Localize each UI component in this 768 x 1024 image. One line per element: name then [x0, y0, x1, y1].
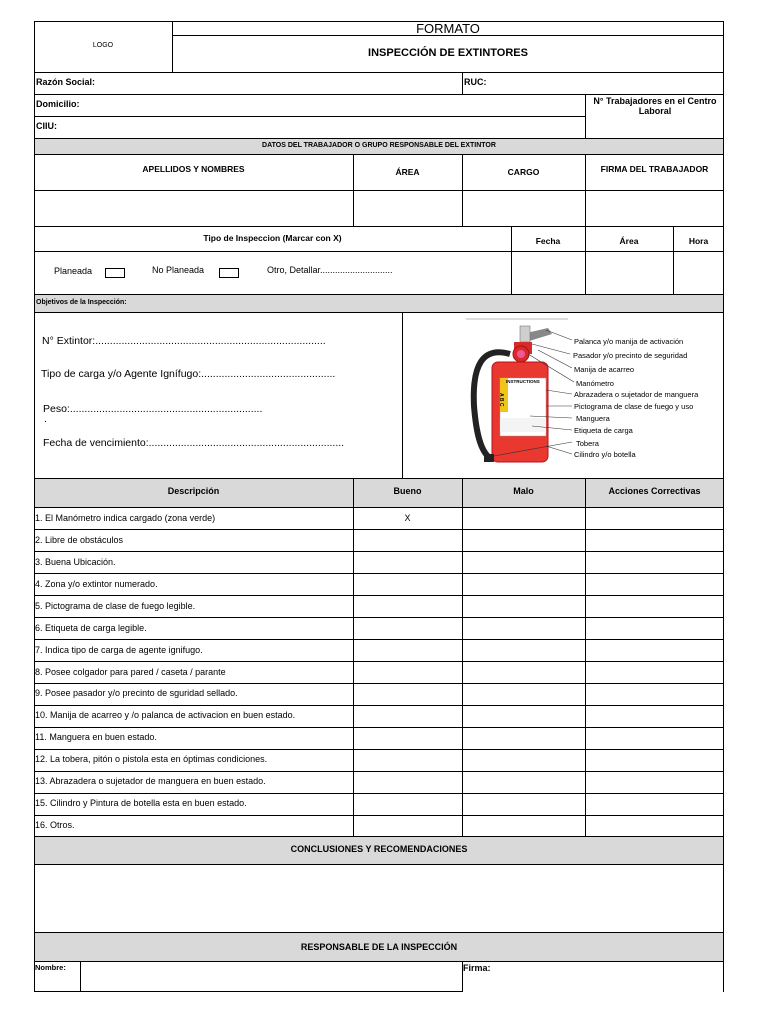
col-apellidos-nombres: APELLIDOS Y NOMBRES — [142, 164, 245, 174]
checklist-item: 6. Etiqueta de carga legible. — [35, 623, 147, 633]
checklist-item: 9. Posee pasador y/o precinto de sguridad sellado. — [35, 688, 238, 698]
inspection-line-1 — [34, 251, 724, 252]
worker-line-1 — [34, 154, 724, 155]
callout-cilindro: Cilindro y/o botella — [574, 450, 636, 459]
row-line — [34, 727, 724, 728]
worker-line-3 — [34, 226, 724, 227]
objetivos-bg — [35, 295, 723, 312]
conclusiones-textarea[interactable] — [35, 865, 723, 932]
instructions-label: INSTRUCTIONS — [506, 379, 540, 384]
callout-manguera: Manguera — [576, 414, 610, 423]
callout-abrazadera: Abrazadera o sujetador de manguera — [574, 390, 699, 399]
extintor-fecha-vencimiento-field[interactable]: Fecha de vencimiento:................................................................... — [43, 437, 345, 449]
checklist-item: 5. Pictograma de clase de fuego legible. — [35, 601, 196, 611]
firma-field[interactable] — [500, 962, 722, 991]
otro-detallar-field[interactable]: Otro, Detallar............................. — [267, 265, 393, 275]
callout-tobera: Tobera — [576, 439, 599, 448]
extintor-peso-dot: . — [44, 413, 47, 425]
row-line — [34, 595, 724, 596]
col-descripcion: Descripción — [167, 486, 220, 496]
ruc-divider — [462, 72, 463, 94]
callout-etiqueta: Etiqueta de carga — [574, 426, 633, 435]
razon-social-label: Razón Social: — [36, 77, 96, 87]
checklist-col-1 — [353, 478, 354, 836]
row-line — [34, 529, 724, 530]
conclusiones-title: CONCLUSIONES Y RECOMENDACIONES — [290, 844, 468, 854]
company-line-1 — [34, 94, 724, 95]
col-area: ÁREA — [395, 167, 420, 177]
callout-palanca: Palanca y/o manija de activación — [574, 337, 684, 346]
row-line — [34, 683, 724, 684]
checklist-item: 4. Zona y/o extintor numerado. — [35, 579, 158, 589]
objetivos-label: Objetivos de la Inspección: — [36, 299, 127, 306]
checklist-item: 8. Posee colgador para pared / caseta / parante — [35, 667, 226, 677]
extinguisher-illustration — [466, 319, 568, 462]
callout-manometro: Manómetro — [576, 379, 614, 388]
worker-line-2 — [34, 190, 724, 191]
checklist-item: 11. Manguera en buen estado. — [35, 732, 157, 742]
no-planeada-label: No Planeada — [152, 265, 205, 275]
checklist-item: 3. Buena Ubicación. — [35, 557, 116, 567]
extintor-tipo-field[interactable]: Tipo de carga y/o Agente Ignífugo:.............................................. — [41, 368, 336, 380]
row-line — [34, 617, 724, 618]
checklist-col-3 — [585, 478, 586, 836]
trabajadores-divider — [585, 94, 586, 138]
checklist-item-bueno-mark[interactable]: X — [404, 513, 411, 523]
nombre-field[interactable] — [81, 962, 461, 991]
col-bueno: Bueno — [393, 486, 422, 496]
row-line — [34, 661, 724, 662]
planeada-label: Planeada — [54, 266, 93, 276]
extintor-peso-field[interactable]: Peso:.................................................................. — [43, 403, 263, 415]
logo-placeholder: LOGO — [92, 42, 114, 49]
callout-manija: Manija de acarreo — [574, 365, 635, 374]
row-line — [34, 551, 724, 552]
worker-col-1 — [353, 154, 354, 226]
responsable-bottom-line — [34, 991, 463, 992]
col-firma-trabajador: FIRMA DEL TRABAJADOR — [600, 164, 709, 174]
inspection-fecha-label: Fecha — [535, 236, 561, 246]
col-cargo: CARGO — [507, 167, 540, 177]
worker-col-2 — [462, 154, 463, 226]
inspection-hora-label: Hora — [688, 236, 709, 246]
responsable-title: RESPONSABLE DE LA INSPECCIÓN — [300, 942, 458, 952]
checklist-item: 12. La tobera, pitón o pistola esta en óptimas condiciones. — [35, 754, 268, 764]
header-line-2 — [34, 72, 724, 73]
row-line — [34, 573, 724, 574]
col-acciones-correctivas: Acciones Correctivas — [608, 486, 701, 496]
no-planeada-checkbox[interactable] — [219, 268, 239, 278]
row-line — [34, 793, 724, 794]
callout-pasador: Pasador y/o precinto de seguridad — [573, 351, 688, 360]
worker-section-title: DATOS DEL TRABAJADOR O GRUPO RESPONSABLE DEL EXTINTOR — [262, 142, 496, 149]
format-label: FORMATO — [416, 21, 480, 36]
extintor-numero-field[interactable]: N° Extintor:............................................................................... — [42, 335, 326, 347]
row-line — [34, 705, 724, 706]
row-line — [34, 771, 724, 772]
checklist-item: 13. Abrazadera o sujetador de manguera en buen estado. — [35, 776, 266, 786]
col-malo: Malo — [513, 486, 534, 496]
domicilio-label: Domicilio: — [36, 99, 80, 109]
checklist-item: 16. Otros. — [35, 820, 75, 830]
inspection-area-label: Área — [619, 236, 639, 246]
page-title: INSPECCIÓN DE EXTINTORES — [368, 47, 528, 59]
firma-label: Firma: — [463, 963, 491, 973]
checklist-item: 7. Indica tipo de carga de agente ignifugo. — [35, 645, 203, 655]
row-line — [34, 639, 724, 640]
nombre-label: Nombre: — [35, 963, 66, 972]
ruc-label: RUC: — [464, 77, 487, 87]
planeada-checkbox[interactable] — [105, 268, 125, 278]
row-line — [34, 815, 724, 816]
checklist-col-2 — [462, 478, 463, 836]
objetivos-line — [34, 312, 724, 313]
callout-pictograma: Pictograma de clase de fuego y uso — [574, 402, 694, 411]
inspection-type-title: Tipo de Inspeccion (Marcar con X) — [203, 233, 342, 243]
company-line-2 — [34, 116, 585, 117]
checklist-item: 2. Libre de obstáculos — [35, 535, 124, 545]
checklist-item: 1. El Manómetro indica cargado (zona verde) — [35, 513, 216, 523]
checklist-item: 10. Manija de acarreo y /o palanca de activacion en buen estado. — [35, 710, 296, 720]
extintor-divider — [402, 312, 403, 478]
abc-label: A B C — [498, 393, 504, 407]
checklist-item: 15. Cilindro y Pintura de botella esta en buen estado. — [35, 798, 247, 808]
trabajadores-label: N° Trabajadores en el Centro Laboral — [593, 96, 717, 116]
row-line — [34, 749, 724, 750]
ciiu-label: CIIU: — [36, 121, 57, 131]
checklist-header-line — [34, 507, 724, 508]
